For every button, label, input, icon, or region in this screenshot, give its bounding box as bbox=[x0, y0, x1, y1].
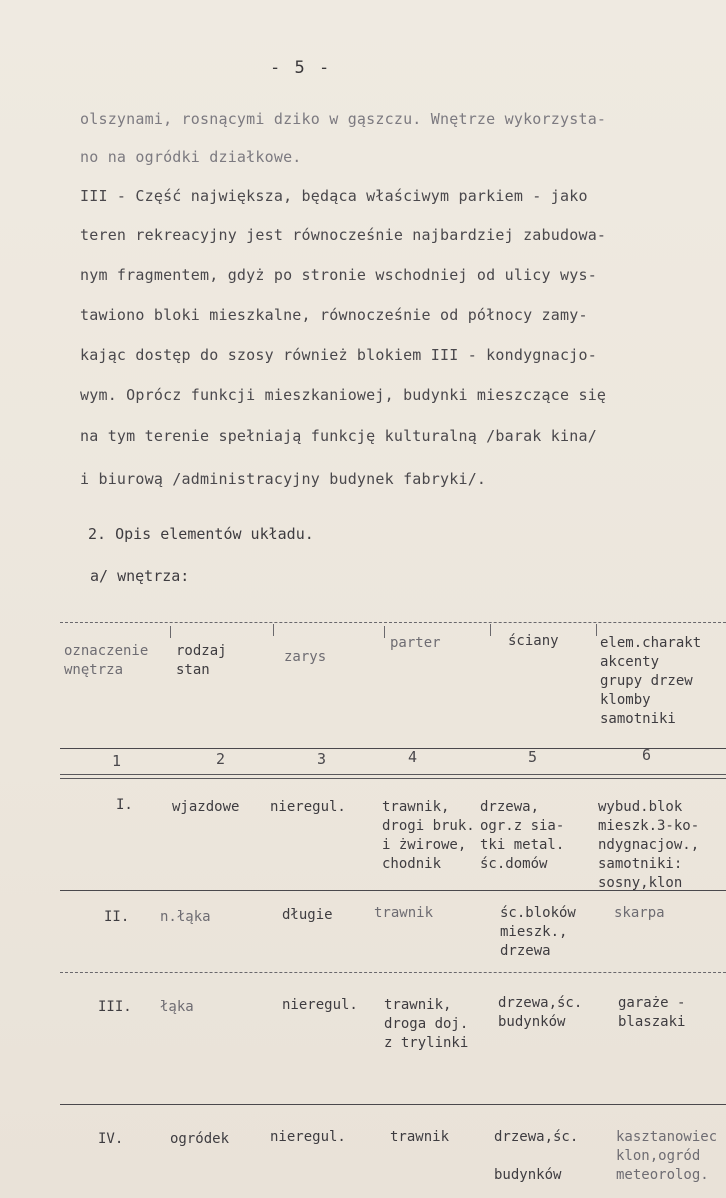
table-cell: ogródek bbox=[170, 1131, 230, 1147]
table-cell: długie bbox=[282, 907, 333, 923]
paragraph-line: teren rekreacyjny jest równocześnie najbardziej zabudowa- bbox=[80, 226, 607, 244]
column-tick bbox=[384, 626, 385, 638]
table-cell: nieregul. bbox=[270, 1129, 346, 1145]
paragraph-line: olszynami, rosnącymi dziko w gąszczu. Wnętrze wykorzysta- bbox=[80, 110, 607, 128]
paragraph-line: nym fragmentem, gdyż po stronie wschodniej od ulicy wys- bbox=[80, 266, 597, 284]
paragraph-line: III - Część największa, będąca właściwym parkiem - jako bbox=[80, 187, 588, 205]
table-cell: drzewa,śc. budynków bbox=[498, 995, 583, 1030]
table-top-rule bbox=[60, 622, 726, 623]
column-number: 6 bbox=[642, 746, 652, 764]
column-tick bbox=[170, 626, 171, 638]
table-header-cell: oznaczenie wnętrza bbox=[64, 643, 149, 678]
table-cell: wybud.blok mieszk.3-ko- ndygnacjow., samotniki: sosny,klon bbox=[598, 799, 700, 891]
column-tick bbox=[490, 624, 491, 636]
paragraph-line: i biurową /administracyjny budynek fabryki/. bbox=[80, 470, 487, 488]
table-cell: wjazdowe bbox=[172, 799, 240, 815]
row-rule bbox=[60, 972, 726, 973]
table-cell: drzewa, ogr.z sia- tki metal. śc.domów bbox=[480, 799, 565, 872]
paragraph-line: kając dostęp do szosy również blokiem III - kondygnacjo- bbox=[80, 346, 597, 364]
section-subheading: a/ wnętrza: bbox=[90, 567, 190, 585]
table-cell: trawnik, droga doj. z trylinki bbox=[384, 997, 469, 1051]
row-rule bbox=[60, 1104, 726, 1105]
table-cell: śc.bloków mieszk., drzewa bbox=[500, 905, 576, 959]
page-number: - 5 - bbox=[270, 58, 332, 78]
table-header-cell: elem.charakt akcenty grupy drzew klomby samotniki bbox=[600, 635, 702, 727]
paragraph-line: tawiono bloki mieszkalne, równocześnie od północy zamy- bbox=[80, 306, 588, 324]
table-header-cell: zarys bbox=[284, 649, 327, 665]
row-rule bbox=[60, 890, 726, 891]
table-cell: II. bbox=[104, 909, 130, 925]
column-tick bbox=[596, 624, 597, 636]
column-number: 3 bbox=[317, 750, 327, 768]
table-cell: nieregul. bbox=[282, 997, 358, 1013]
column-number: 1 bbox=[112, 752, 122, 770]
table-header-cell: parter bbox=[390, 635, 441, 651]
table-cell: trawnik, drogi bruk. i żwirowe, chodnik bbox=[382, 799, 475, 872]
column-number-rule bbox=[60, 774, 726, 775]
table-cell: drzewa,śc. budynków bbox=[494, 1129, 579, 1183]
table-cell: kasztanowiec klon,ogród meteorolog. bbox=[616, 1129, 718, 1183]
column-number: 5 bbox=[528, 748, 538, 766]
paragraph-line: wym. Oprócz funkcji mieszkaniowej, budynki mieszczące się bbox=[80, 386, 607, 404]
column-number-rule bbox=[60, 778, 726, 779]
table-cell: nieregul. bbox=[270, 799, 346, 815]
table-cell: łąka bbox=[160, 999, 194, 1015]
table-cell: trawnik bbox=[374, 905, 434, 921]
table-header-cell: rodzaj stan bbox=[176, 643, 227, 678]
table-cell: I. bbox=[116, 797, 133, 813]
column-number: 2 bbox=[216, 750, 226, 768]
table-cell: garaże - blaszaki bbox=[618, 995, 686, 1030]
table-cell: IV. bbox=[98, 1131, 124, 1147]
paragraph-line: no na ogródki działkowe. bbox=[80, 148, 302, 166]
table-cell: n.łąka bbox=[160, 909, 211, 925]
column-tick bbox=[273, 624, 274, 636]
table-header-cell: ściany bbox=[508, 633, 559, 649]
table-cell: skarpa bbox=[614, 905, 665, 921]
column-number: 4 bbox=[408, 748, 418, 766]
paragraph-line: na tym terenie spełniają funkcję kulturalną /barak kina/ bbox=[80, 427, 597, 445]
section-heading: 2. Opis elementów układu. bbox=[88, 525, 314, 543]
table-header-rule bbox=[60, 748, 726, 749]
table-cell: III. bbox=[98, 999, 132, 1015]
table-cell: trawnik bbox=[390, 1129, 450, 1145]
